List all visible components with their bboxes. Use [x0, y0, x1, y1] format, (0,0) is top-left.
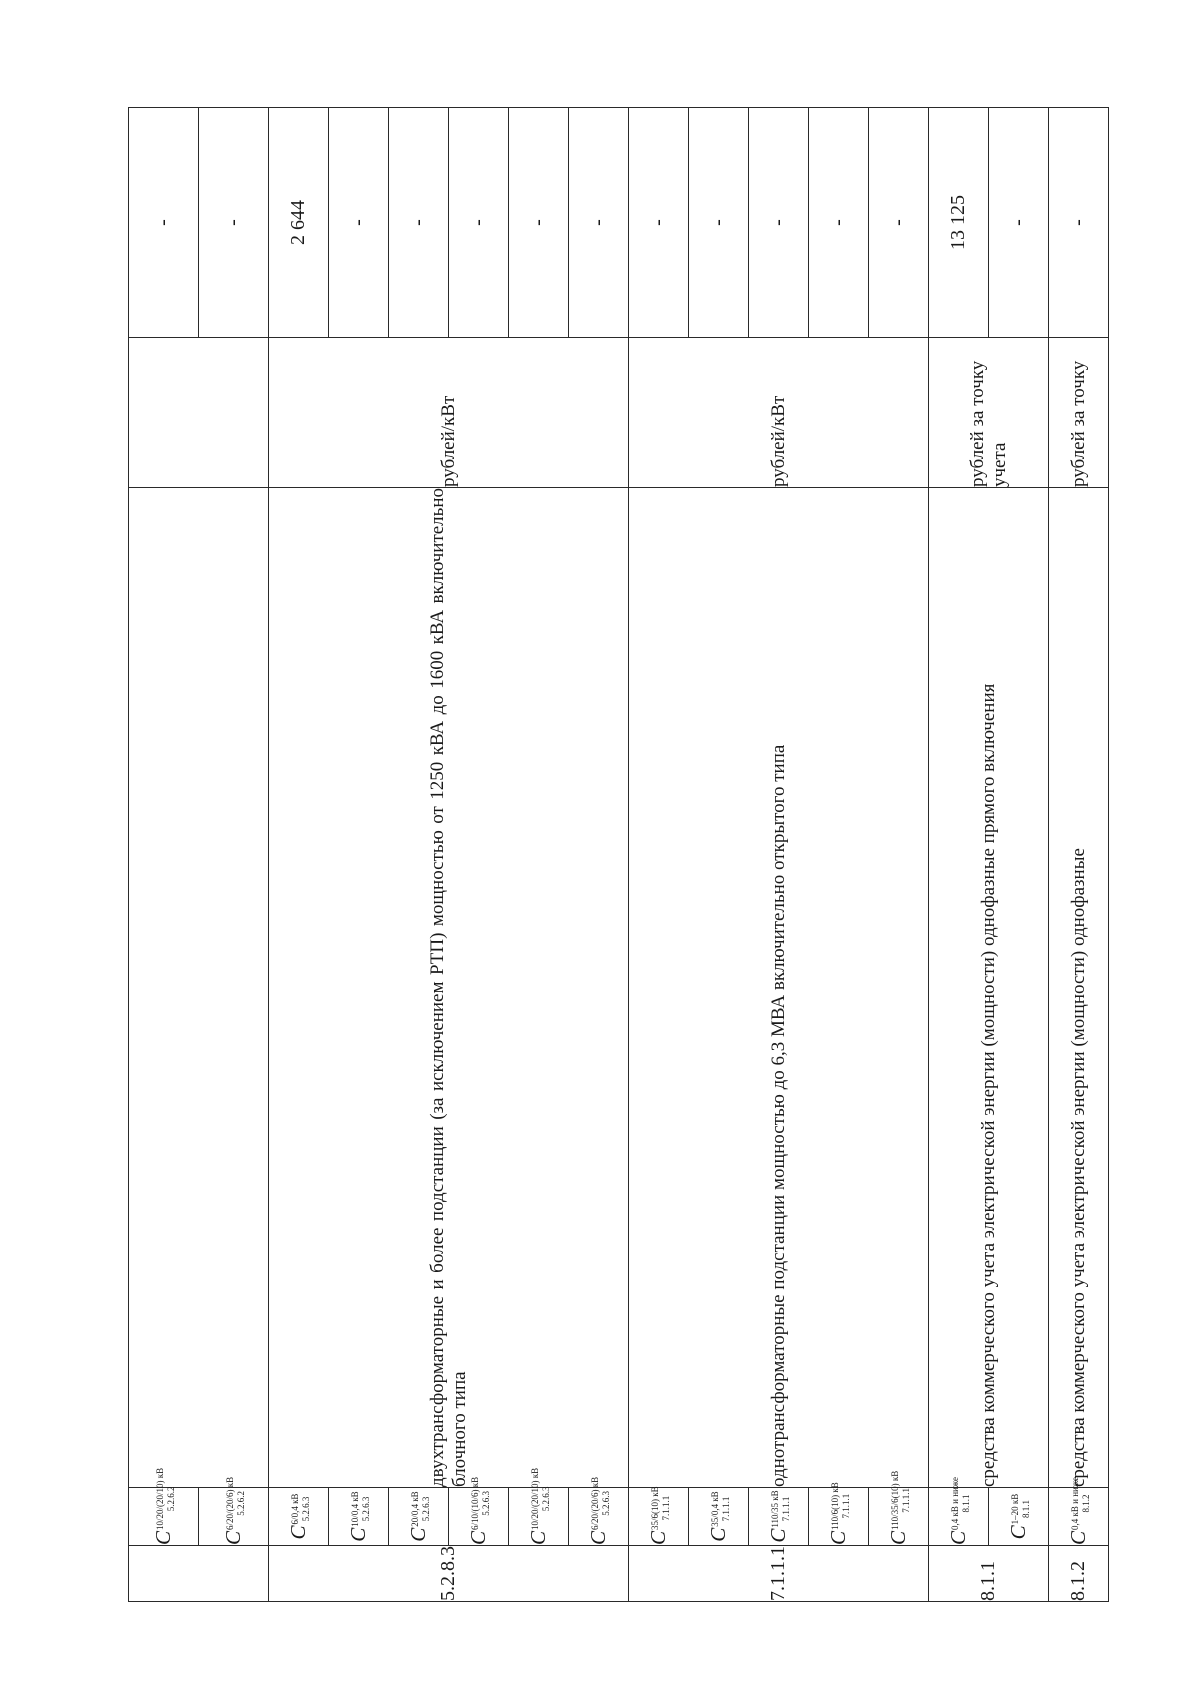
rate-value: - [449, 108, 509, 338]
rate-symbol-formula [346, 1491, 372, 1541]
voltage-superscript: 10/0,4 кВ [349, 1491, 360, 1527]
rate-symbol-letter: C [765, 1528, 790, 1543]
rate-symbol-indices [351, 1491, 372, 1526]
clause-subscript: 5.2.6.2 [235, 1491, 246, 1516]
rate-symbol-letter: C [525, 1530, 550, 1545]
rate-symbol-indices [831, 1482, 852, 1530]
item-number: 7.1.1.1 [629, 1546, 929, 1602]
rate-value: - [629, 108, 689, 338]
rate-symbol-indices [651, 1486, 672, 1530]
rate-symbol-letter: C [945, 1530, 970, 1545]
rate-symbol-formula [151, 1468, 177, 1545]
rate-symbol [1049, 1477, 1109, 1546]
rate-value: - [809, 108, 869, 338]
rate-symbol-formula [946, 1477, 972, 1545]
rate-symbol [569, 1476, 629, 1546]
rate-value: - [749, 108, 809, 338]
rate-symbol-letter: C [705, 1527, 730, 1542]
rate-symbol [809, 1482, 869, 1546]
rate-value: 13 125 [929, 108, 989, 338]
rate-value: - [129, 108, 199, 338]
rate-symbol [269, 1488, 329, 1546]
rate-symbol-formula [706, 1491, 732, 1541]
rate-symbol-letter: C [1005, 1525, 1030, 1540]
clause-subscript: 7.1.1.1 [780, 1496, 791, 1522]
rate-symbol-letter: C [405, 1527, 430, 1542]
item-description [129, 488, 269, 1488]
clause-subscript: 7.1.1.1 [660, 1495, 671, 1521]
item-description: средства коммерческого учета электрической энергии (мощности) однофазные прямого включения [929, 488, 1049, 1488]
clause-subscript: 7.1.1.1 [900, 1487, 911, 1513]
rate-symbol-formula [646, 1486, 672, 1545]
tariff-table [128, 107, 1109, 1602]
rate-symbol [749, 1488, 809, 1546]
clause-subscript: 5.2.6.3 [360, 1496, 371, 1522]
rate-symbol-formula [766, 1490, 792, 1542]
rate-symbol-formula [826, 1482, 852, 1545]
rate-value: - [869, 108, 929, 338]
rate-value: - [329, 108, 389, 338]
rate-symbol-letter: C [150, 1530, 175, 1545]
rate-symbol-letter: C [1065, 1530, 1090, 1545]
rate-value: 2 644 [269, 108, 329, 338]
rate-symbol-formula [286, 1494, 312, 1540]
rate-symbol-indices [531, 1468, 552, 1530]
rate-symbol-letter: C [645, 1530, 670, 1545]
table-row [929, 108, 989, 1602]
voltage-superscript: 35/6(10) кВ [649, 1486, 660, 1530]
rate-symbol-letter: C [585, 1530, 610, 1545]
item-number: 8.1.1 [929, 1546, 1049, 1602]
clause-subscript: 5.2.6.3 [420, 1496, 431, 1522]
voltage-superscript: 1–20 кВ [1009, 1493, 1020, 1525]
item-description: однотрансформаторные подстанции мощностью до 6,3 МВА включительно открытого типа [629, 488, 929, 1488]
rate-symbol [989, 1488, 1049, 1546]
rate-symbol-formula [466, 1477, 492, 1545]
unit-of-measure: рублей за точку [1049, 338, 1109, 488]
rate-value: - [689, 108, 749, 338]
rate-symbol [509, 1467, 569, 1546]
rate-symbol [329, 1488, 389, 1546]
item-description: двухтрансформаторные и более подстанции (за исключением РТП) мощностью от 1250 кВА до 1600 кВА включительно блочного типа [269, 488, 629, 1488]
rate-symbol-formula [1006, 1494, 1032, 1540]
rate-symbol-indices [591, 1477, 612, 1530]
unit-of-measure: рублей за точку учета [929, 338, 1049, 488]
rate-symbol-formula [221, 1477, 247, 1545]
voltage-superscript: 35/0,4 кВ [709, 1491, 720, 1527]
rate-symbol-indices [891, 1471, 912, 1530]
rate-symbol-indices [771, 1490, 792, 1527]
unit-of-measure [129, 338, 269, 488]
unit-of-measure: рублей/кВт [269, 338, 629, 488]
voltage-superscript: 10/20/(20/10) кВ [529, 1467, 540, 1530]
clause-subscript: 5.2.6.3 [600, 1491, 611, 1516]
clause-subscript: 5.2.6.3 [300, 1496, 311, 1522]
table-row [1049, 108, 1109, 1602]
clause-subscript: 5.2.6.3 [540, 1486, 551, 1512]
table-row [129, 108, 199, 1602]
voltage-superscript: 110/35 кВ [769, 1490, 780, 1528]
unit-of-measure: рублей/кВт [629, 338, 929, 488]
rate-symbol-indices [711, 1491, 732, 1526]
rate-symbol [929, 1477, 989, 1546]
voltage-superscript: 6/10/(10/6) кВ [469, 1476, 480, 1530]
rate-symbol-letter: C [885, 1530, 910, 1545]
voltage-superscript: 110/6(10) кВ [829, 1482, 840, 1530]
rate-value: - [989, 108, 1049, 338]
table-row [269, 108, 329, 1602]
item-number: 5.2.8.3 [269, 1546, 629, 1602]
voltage-superscript: 10/20/(20/10) кВ [154, 1467, 165, 1530]
voltage-superscript: 20/0,4 кВ [409, 1491, 420, 1527]
rate-symbol [389, 1488, 449, 1546]
rate-symbol-indices [951, 1477, 972, 1530]
item-number [129, 1546, 269, 1602]
clause-subscript: 8.1.1 [1020, 1500, 1031, 1518]
voltage-superscript: 6/20/(20/6) кВ [224, 1476, 235, 1530]
rate-symbol-formula [886, 1471, 912, 1545]
rate-symbol-formula [526, 1468, 552, 1545]
rate-symbol-letter: C [465, 1530, 490, 1545]
rate-symbol-indices [411, 1491, 432, 1526]
rate-symbol-formula [406, 1491, 432, 1541]
rate-symbol-indices [1011, 1494, 1032, 1525]
voltage-superscript: 6/0,4 кВ [289, 1493, 300, 1525]
voltage-superscript: 0,4 кВ и ниже [949, 1477, 960, 1530]
rotated-page [128, 108, 1091, 1602]
rate-symbol-letter: C [220, 1530, 245, 1545]
voltage-superscript: 6/20/(20/6) кВ [589, 1476, 600, 1530]
rate-symbol [449, 1476, 509, 1546]
rate-value: - [509, 108, 569, 338]
clause-subscript: 5.2.6.2 [165, 1486, 176, 1512]
rate-symbol-indices [156, 1468, 177, 1530]
rate-symbol [129, 1467, 199, 1546]
clause-subscript: 8.1.1 [960, 1494, 971, 1513]
rate-value: - [389, 108, 449, 338]
item-description: средства коммерческого учета электрической энергии (мощности) однофазные [1049, 488, 1109, 1488]
rate-symbol-letter: C [345, 1527, 370, 1542]
rate-symbol [199, 1476, 269, 1546]
rate-symbol-letter: C [825, 1530, 850, 1545]
rate-value: - [1049, 108, 1109, 338]
rate-symbol-formula [1066, 1477, 1092, 1545]
rate-value: - [569, 108, 629, 338]
rate-symbol-indices [291, 1494, 312, 1525]
rate-symbol-indices [471, 1477, 492, 1530]
rate-symbol [629, 1488, 689, 1546]
rate-symbol-formula [586, 1477, 612, 1545]
rate-value: - [199, 108, 269, 338]
clause-subscript: 7.1.1.1 [720, 1496, 731, 1522]
rate-symbol [869, 1470, 929, 1546]
clause-subscript: 5.2.6.3 [480, 1491, 491, 1516]
voltage-superscript: 110/35/6(10) кВ [889, 1470, 900, 1530]
clause-subscript: 7.1.1.1 [840, 1493, 851, 1519]
item-number: 8.1.2 [1049, 1546, 1109, 1602]
clause-subscript: 8.1.2 [1080, 1494, 1091, 1513]
table-row [629, 108, 689, 1602]
voltage-superscript: 0,4 кВ и ниже [1069, 1477, 1080, 1530]
rate-symbol-indices [226, 1477, 247, 1530]
rate-symbol-letter: C [285, 1525, 310, 1540]
rate-symbol [689, 1488, 749, 1546]
